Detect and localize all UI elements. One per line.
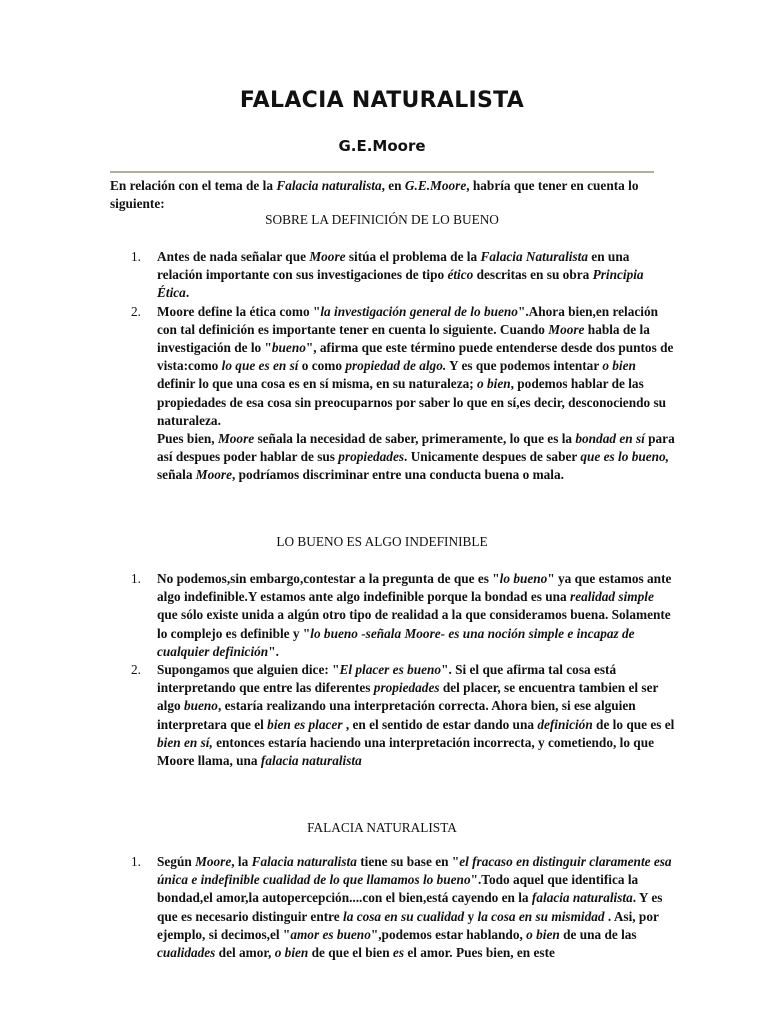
text-run: o como: [298, 358, 346, 374]
emphasis-text: la investigación general de lo bueno: [320, 303, 518, 319]
list-item: [110, 853, 676, 962]
text-run: entonces estaría haciendo una interpretación incorrecta, y cometiendo, lo que Moore llama, una: [157, 734, 654, 769]
text-run: En relación con el tema de la: [110, 178, 277, 193]
text-run: ".: [268, 643, 279, 659]
text-run: , podemos hablar de las propiedades de esa cosa sin preocuparnos por saber lo que en sí,es decir, desconociendo su naturaleza.: [157, 376, 667, 428]
emphasis-text: bondad en sí: [575, 431, 645, 447]
section-list-definicion: [110, 248, 676, 485]
emphasis-text: realidad simple: [570, 589, 654, 605]
text-run: , habría que tener en cuenta lo siguiente:: [110, 178, 639, 212]
text-run: que sólo existe unida a algún otro tipo de realidad a la que consideramos buena. Solamente lo complejo es definible y ": [157, 607, 671, 641]
emphasis-text: ético: [447, 267, 474, 283]
emphasis-text: falacia naturalista: [531, 890, 633, 906]
list-item-text: [157, 661, 676, 770]
text-run: definir lo que una cosa es en sí misma, en su naturaleza;: [157, 376, 478, 392]
emphasis-text: Falacia naturalista: [251, 854, 357, 869]
text-run: Moore define la ética como ": [157, 303, 321, 319]
emphasis-text: propiedades: [338, 449, 405, 465]
list-item-text: [157, 248, 676, 303]
text-run: señala: [157, 467, 196, 483]
emphasis-text: propiedad de algo.: [345, 358, 447, 374]
text-run: Antes de nada señalar que: [157, 249, 310, 264]
text-run: señala la necesidad de saber, primeramente, lo que es la: [254, 431, 576, 447]
text-run: ".Ahora bien,en relación con tal definición es importante tener en cuenta lo siguiente. Cuando: [157, 303, 659, 337]
emphasis-text: o bien: [477, 376, 511, 392]
emphasis-text: o bien: [526, 926, 560, 942]
emphasis-text: lo bueno: [499, 571, 548, 586]
emphasis-text: cualidades: [157, 945, 216, 961]
list-item: [110, 661, 676, 770]
emphasis-text: es: [392, 945, 404, 961]
text-run: de una de las: [559, 926, 637, 942]
section-heading-indefinible: LO BUENO ES ALGO INDEFINIBLE: [276, 534, 488, 549]
emphasis-text: bien es placer: [267, 716, 343, 732]
text-run: No podemos,sin embargo,contestar a la pregunta de que es ": [157, 571, 500, 586]
emphasis-text: falacia naturalista: [260, 753, 362, 769]
text-run: Según: [157, 854, 196, 869]
emphasis-text: bueno: [271, 340, 306, 356]
text-run: de lo que es el: [592, 716, 675, 732]
text-run: en una relación importante con sus investigaciones de tipo: [157, 249, 630, 283]
emphasis-text: Moore: [548, 321, 585, 337]
text-run: , podríamos discriminar entre una conducta buena o mala.: [232, 467, 564, 483]
text-run: , en el sentido de estar dando una: [342, 716, 538, 732]
emphasis-text: que es lo bueno,: [580, 449, 670, 465]
emphasis-text: lo que es en sí: [221, 358, 299, 374]
list-number: 1.: [131, 571, 141, 586]
text-run: y: [464, 908, 478, 924]
section-heading-definicion: SOBRE LA DEFINICIÓN DE LO BUENO: [265, 212, 499, 227]
list-item-text: [157, 853, 676, 962]
document-title: FALACIA NATURALISTA: [239, 88, 525, 113]
text-run: ",podemos estar hablando,: [370, 926, 527, 942]
text-run: del amor,: [215, 945, 275, 961]
emphasis-text: la cosa en su cualidad: [343, 908, 465, 924]
text-run: del placer, se encuentra tambien el ser algo: [157, 680, 659, 714]
document-author: G.E.Moore: [338, 137, 426, 155]
text-run: , la: [231, 854, 252, 869]
section-list-indefinible: [110, 570, 676, 770]
intro-paragraph: [110, 177, 670, 213]
emphasis-text: el fracaso en distinguir claramente esa única e indefinible cualidad de lo que llamamos lo bueno: [157, 854, 672, 888]
text-run: ".Todo aquel que identifica la bondad,el amor,la autopercepción....con el bien,está cayendo en la: [157, 872, 639, 906]
text-run: Supongamos que alguien dice: ": [157, 662, 340, 678]
list-number: 2.: [131, 303, 141, 319]
emphasis-text: Moore: [195, 467, 232, 483]
list-item: [110, 248, 676, 303]
emphasis-text: la cosa en su mismidad: [477, 908, 605, 924]
emphasis-text: amor es bueno: [290, 926, 371, 942]
text-run: para así despues poder hablar de sus: [157, 431, 675, 465]
list-item-text: [157, 570, 676, 661]
section-heading-falacia: FALACIA NATURALISTA: [307, 820, 457, 835]
emphasis-text: lo bueno -señala Moore- es una noción simple e incapaz de cualquier definición: [157, 625, 635, 659]
emphasis-text: propiedades: [373, 680, 440, 696]
list-number: 1.: [131, 854, 141, 869]
emphasis-text: bien en sí,: [157, 734, 213, 750]
list-number: 2.: [131, 662, 141, 678]
text-run: Pues bien,: [157, 431, 218, 447]
text-run: . Asi, por ejemplo, si decimos,el ": [157, 908, 659, 942]
text-run: sitúa el problema de la: [345, 249, 481, 264]
text-run: ". Si el que afirma tal cosa está interpretando que entre las diferentes: [157, 662, 617, 696]
emphasis-text: G.E.Moore: [404, 178, 467, 193]
text-run: Y es que podemos intentar: [446, 358, 603, 374]
emphasis-text: o bien: [274, 945, 309, 961]
text-run: .: [185, 285, 190, 301]
list-item: [110, 303, 676, 485]
list-item-text: [157, 303, 676, 430]
text-run: descritas en su obra: [473, 267, 593, 283]
emphasis-text: Falacia Naturalista: [480, 249, 588, 264]
emphasis-text: definición: [537, 716, 593, 732]
section-list-falacia: [110, 853, 676, 962]
emphasis-text: Moore: [309, 249, 346, 264]
emphasis-text: Moore: [195, 854, 232, 869]
text-run: de que el bien: [308, 945, 393, 961]
text-run: ", afirma que este término puede entenderse desde dos puntos de vista:como: [157, 340, 674, 374]
emphasis-text: o bien: [602, 358, 636, 374]
emphasis-text: Moore: [217, 431, 255, 447]
emphasis-text: El placer es bueno: [339, 662, 442, 678]
list-item-continuation: [157, 430, 676, 485]
emphasis-text: bueno: [183, 698, 218, 714]
list-item: [110, 570, 676, 661]
text-run: , en: [381, 178, 405, 193]
text-run: el amor. Pues bien, en este: [404, 945, 555, 961]
text-run: . Y es que es necesario distinguir entre: [157, 890, 663, 924]
text-run: tiene su base en ": [356, 854, 460, 869]
emphasis-text: Falacia naturalista: [276, 178, 382, 193]
text-run: habla de la investigación de lo ": [157, 321, 650, 356]
text-run: , estaría realizando una interpretación correcta. Ahora bien, si ese alguien interpretara que el: [157, 698, 636, 732]
text-run: . Unicamente despues de saber: [404, 449, 581, 465]
title-divider: [110, 171, 654, 173]
emphasis-text: Principia Ética: [157, 267, 644, 301]
list-number: 1.: [131, 249, 141, 264]
text-run: " ya que estamos ante algo indefinible.Y estamos ante algo indefinible porque la bondad es una: [157, 571, 672, 605]
